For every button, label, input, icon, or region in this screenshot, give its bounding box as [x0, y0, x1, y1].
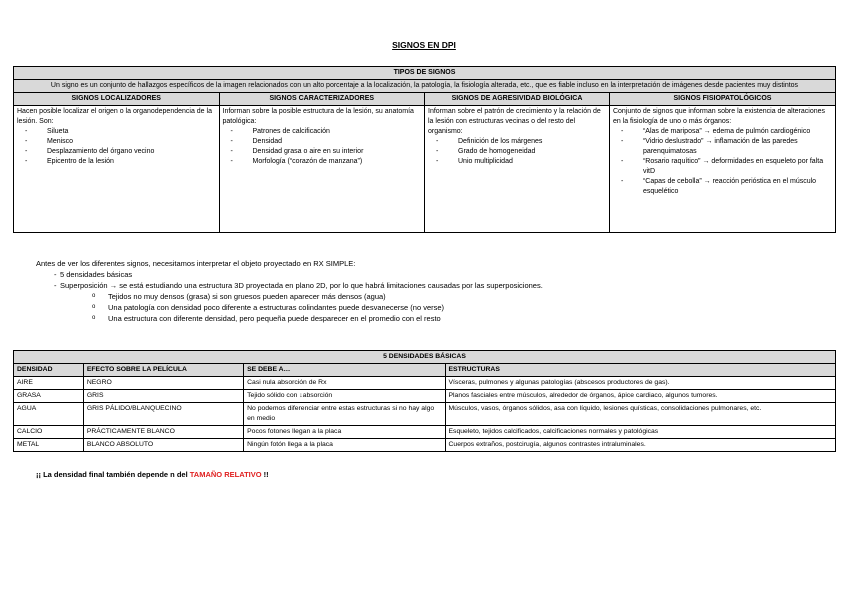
table-cell: AGUA [14, 403, 84, 426]
col-text: Conjunto de signos que informan sobre la existencia de alteraciones en la fisiología de uno o más órganos: [612, 108, 826, 125]
final-note [36, 470, 269, 479]
list-item: - “Rosario raquítico” → deformidades en esqueleto por falta vitD [621, 157, 832, 177]
table-cell: GRIS [83, 390, 243, 403]
col-body-caracterizadores [219, 106, 425, 233]
section-intro: Antes de ver los diferentes signos, necesitamos interpretar el objeto proyectado en RX SIMPLE: [36, 259, 356, 268]
col-body-localizadores [14, 106, 220, 233]
densities-table [13, 350, 836, 452]
note-highlight: TAMAÑO RELATIVO [189, 470, 262, 479]
table-cell: METAL [14, 439, 84, 452]
col-header: ESTRUCTURAS [445, 364, 835, 377]
table-cell: No podemos diferenciar entre estas estructuras si no hay algo en medio [244, 403, 445, 426]
col-header: SE DEBE A… [244, 364, 445, 377]
table-cell: PRÁCTICAMENTE BLANCO [83, 426, 243, 439]
sub-list-item: o Una estructura con diferente densidad, pero pequeña puede desparecer en el promedio con el resto [36, 313, 826, 324]
col-heading-agresividad: SIGNOS DE AGRESIVIDAD BIOLÓGICA [425, 93, 610, 106]
list-item: - “Capas de cebolla” → reacción perióstica en el músculo esquelético [621, 177, 832, 197]
densities-table-header: 5 DENSIDADES BÁSICAS [14, 351, 836, 364]
signs-types-table [13, 66, 836, 233]
table-cell: GRIS PÁLIDO/BLANQUECINO [83, 403, 243, 426]
signs-definition: Un signo es un conjunto de hallazgos específicos de la imagen relacionados con un alto porcentaje a la localización, la patología, la fisiología alterada, etc., que es fiable incluso en la interpretación de imágenes desde pacientes muy distintos [14, 80, 836, 93]
list-item: - Densidad [231, 137, 422, 147]
list-item: - Silueta [25, 127, 216, 137]
list-item: - Epicentro de la lesión [25, 157, 216, 167]
col-body-agresividad [425, 106, 610, 233]
list-item: - Desplazamiento del órgano vecino [25, 147, 216, 157]
sub-list-item: o Tejidos no muy densos (grasa) si son gruesos pueden aparecer más densos (agua) [36, 291, 826, 302]
table-row [14, 403, 836, 426]
table-cell: Ningún fotón llega a la placa [244, 439, 445, 452]
col-heading-localizadores: SIGNOS LOCALIZADORES [14, 93, 220, 106]
col-heading-fisiopatologicos: SIGNOS FISIOPATOLÓGICOS [609, 93, 835, 106]
list-item: - Superposición → se está estudiando una estructura 3D proyectada en plano 2D, por lo que habrá limitaciones causadas por las superposiciones. [36, 280, 826, 291]
table-cell: Planos fasciales entre músculos, alrededor de órganos, ápice cardiaco, algunos tumores. [445, 390, 835, 403]
note-prefix: ¡¡ La densidad final también depende n del [36, 470, 190, 479]
table-row [14, 426, 836, 439]
sub-list-item: o Una patología con densidad poco diferente a estructuras colindantes puede desvanecerse (no verse) [36, 302, 826, 313]
col-heading-caracterizadores: SIGNOS CARACTERIZADORES [219, 93, 425, 106]
rx-interpretation-section [36, 258, 826, 324]
signs-table-header: TIPOS DE SIGNOS [14, 67, 836, 80]
col-header: EFECTO SOBRE LA PELÍCULA [83, 364, 243, 377]
list-item: - “Alas de mariposa” → edema de pulmón cardiogénico [621, 127, 832, 137]
col-header: DENSIDAD [14, 364, 84, 377]
list-item: - Grado de homogeneidad [436, 147, 606, 157]
table-cell: AIRE [14, 377, 84, 390]
col-text: Informan sobre el patrón de crecimiento y la relación de la lesión con estructuras vecinas o del resto del organismo: [428, 108, 601, 135]
list-item: - Patrones de calcificación [231, 127, 422, 137]
table-cell: BLANCO ABSOLUTO [83, 439, 243, 452]
list-item: - “Vidrio deslustrado” → inflamación de las paredes parenquimatosas [621, 137, 832, 157]
table-row [14, 390, 836, 403]
col-text: Hacen posible localizar el origen o la organodependencia de la lesión. Son: [17, 108, 212, 125]
list-item: - Menisco [25, 137, 216, 147]
table-row [14, 439, 836, 452]
table-cell: CALCIO [14, 426, 84, 439]
list-item: - Definición de los márgenes [436, 137, 606, 147]
list-item: - Densidad grasa o aire en su interior [231, 147, 422, 157]
col-body-fisiopatologicos [609, 106, 835, 233]
table-cell: Cuerpos extraños, postcirugía, algunos contrastes intraluminales. [445, 439, 835, 452]
table-cell: GRASA [14, 390, 84, 403]
list-item: - Morfología (“corazón de manzana”) [231, 157, 422, 167]
table-cell: Músculos, vasos, órganos sólidos, asa con líquido, lesiones quísticas, consolidaciones pulmonares, etc. [445, 403, 835, 426]
list-item: - Unio multiplicidad [436, 157, 606, 167]
table-cell: Pocos fotones llegan a la placa [244, 426, 445, 439]
note-suffix: !! [261, 470, 269, 479]
table-cell: Esqueleto, tejidos calcificados, calcificaciones normales y patológicas [445, 426, 835, 439]
table-cell: Tejido sólido con ↓absorción [244, 390, 445, 403]
col-text: Informan sobre la posible estructura de la lesión, su anatomía patológica: [222, 108, 414, 125]
table-row [14, 377, 836, 390]
list-item: - 5 densidades básicas [36, 269, 826, 280]
table-cell: NEGRO [83, 377, 243, 390]
table-cell: Casi nula absorción de Rx [244, 377, 445, 390]
page-title: SIGNOS EN DPI [392, 40, 456, 50]
table-cell: Vísceras, pulmones y algunas patologías (abscesos productores de gas). [445, 377, 835, 390]
